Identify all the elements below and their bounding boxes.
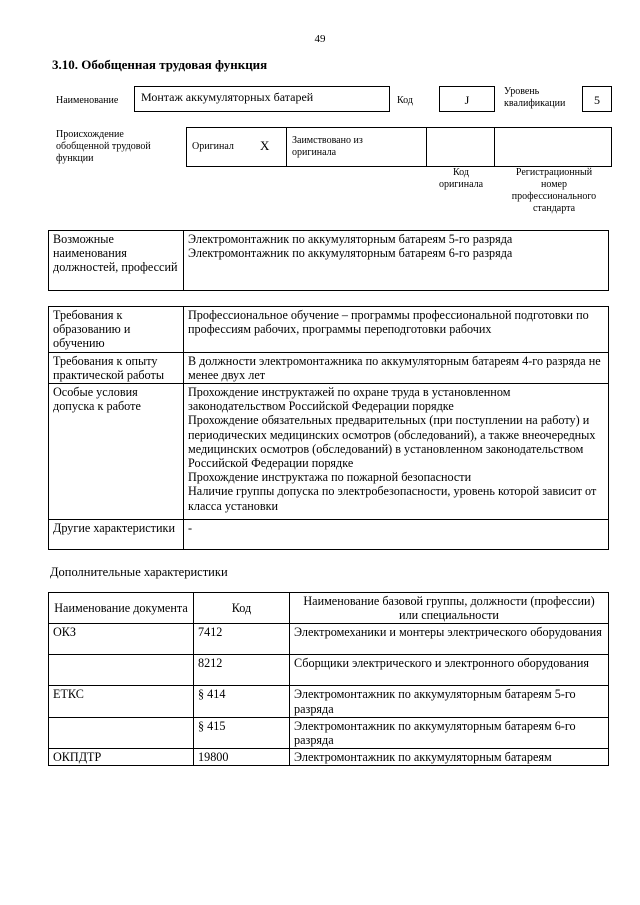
origin-divider-1 — [286, 127, 287, 167]
requirement-label: Требования к опыту практической работы — [49, 352, 184, 383]
column-header-name: Наименование базовой группы, должности (профессии) или специальности — [290, 593, 609, 624]
table-row — [49, 624, 609, 655]
additional-header-row — [49, 593, 609, 624]
doc-cell: ОКПДТР — [49, 749, 194, 766]
table-row — [49, 749, 609, 766]
level-value: 5 — [594, 93, 600, 107]
code-value: J — [464, 93, 470, 107]
code-original-caption: Код оригинала — [438, 167, 484, 190]
doc-cell: ЕТКС — [49, 686, 194, 717]
table-row — [49, 686, 609, 717]
doc-cell — [49, 717, 194, 748]
name-label: Наименование — [56, 95, 119, 106]
column-header-code: Код — [194, 593, 290, 624]
code-cell: 8212 — [194, 655, 290, 686]
requirement-label: Требования к образованию и обучению — [49, 307, 184, 353]
position-item: Электромонтажник по аккумуляторным батареям 6-го разряда — [188, 246, 513, 261]
section-title: 3.10. Обобщенная трудовая функция — [52, 57, 268, 72]
code-cell: § 414 — [194, 686, 290, 717]
positions-label: Возможные наименования должностей, профессий — [49, 231, 184, 291]
original-mark: X — [260, 138, 270, 153]
code-cell: 19800 — [194, 749, 290, 766]
additional-title: Дополнительные характеристики — [50, 565, 228, 579]
positions-table — [48, 230, 609, 291]
code-cell: § 415 — [194, 717, 290, 748]
origin-label: Происхождение обобщенной трудовой функции — [56, 129, 151, 164]
name-cell: Электромонтажник по аккумуляторным батареям — [290, 749, 609, 766]
origin-divider-3 — [494, 127, 495, 167]
origin-divider-2 — [426, 127, 427, 167]
requirements-row — [49, 520, 609, 550]
requirements-table — [48, 306, 609, 550]
column-header-document: Наименование документа — [49, 593, 194, 624]
additional-table — [48, 592, 609, 766]
name-box — [134, 86, 390, 112]
positions-row — [49, 231, 609, 291]
requirements-row — [49, 352, 609, 383]
level-label: Уровень квалификации — [504, 86, 566, 109]
requirements-row — [49, 384, 609, 520]
requirement-label: Другие характеристики — [49, 520, 184, 550]
table-row — [49, 655, 609, 686]
original-label: Оригинал — [192, 141, 234, 152]
level-box — [582, 86, 612, 112]
requirement-value: Профессиональное обучение – программы профессиональной подготовки по профессиям рабочих, программы переподготовки рабочих — [184, 307, 609, 353]
reg-number-caption: Регистрационный номер профессионального стандарта — [511, 167, 597, 214]
name-cell: Электромонтажник по аккумуляторным батареям 5-го разряда — [290, 686, 609, 717]
position-item: Электромонтажник по аккумуляторным батареям 5-го разряда — [188, 232, 513, 246]
table-row — [49, 717, 609, 748]
name-value: Монтаж аккумуляторных батарей — [141, 90, 314, 104]
doc-cell: ОКЗ — [49, 624, 194, 655]
positions-values — [184, 231, 609, 291]
requirement-value: В должности электромонтажника по аккумуляторным батареям 4-го разряда не менее двух лет — [184, 352, 609, 383]
borrowed-label: Заимствовано из оригинала — [292, 135, 363, 158]
requirement-value: Прохождение инструктажей по охране труда в установленном законодательством Российской Федерации порядке Прохождение обязательных предварительных (при поступлении на работу) и периодических медицинских осмотров (обследований), а также внеочередных медицинских осмотров (обследований) в установленном законодательством Российской Федерации порядке Прохождение инструктажа по пожарной безопасности Наличие группы допуска по электробезопасности, уровень которой зависит от класса установки — [184, 384, 609, 520]
requirement-value: - — [184, 520, 609, 550]
code-cell: 7412 — [194, 624, 290, 655]
doc-cell — [49, 655, 194, 686]
requirements-row — [49, 307, 609, 353]
origin-box — [186, 127, 612, 167]
name-cell: Электромонтажник по аккумуляторным батареям 6-го разряда — [290, 717, 609, 748]
page-number: 49 — [314, 33, 326, 45]
requirement-label: Особые условия допуска к работе — [49, 384, 184, 520]
code-label: Код — [397, 95, 413, 106]
name-cell: Электромеханики и монтеры электрического оборудования — [290, 624, 609, 655]
name-cell: Сборщики электрического и электронного оборудования — [290, 655, 609, 686]
code-box — [439, 86, 495, 112]
